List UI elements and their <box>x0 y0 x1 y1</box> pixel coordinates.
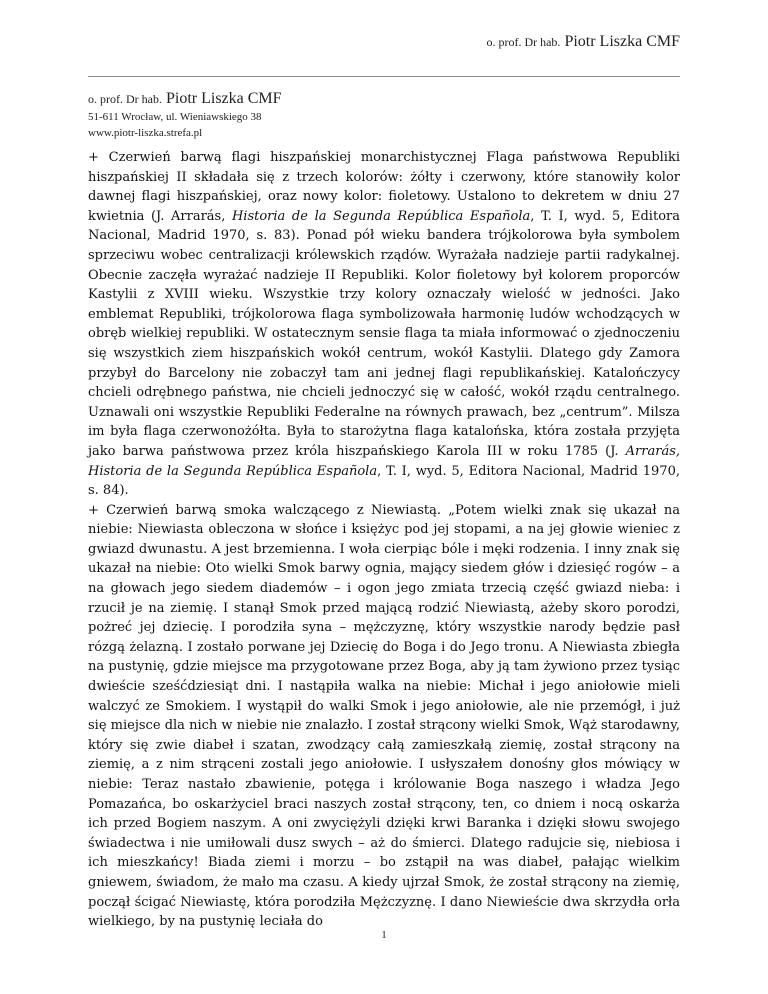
author-address: 51-611 Wrocław, ul. Wieniawskiego 38 <box>88 111 262 123</box>
running-header <box>486 33 680 51</box>
header-divider <box>88 76 680 77</box>
paragraph-text: , T. I, wyd. 5, Editora Nacional, Madrid 1970, s. 84). <box>88 463 680 499</box>
citation-title: Historia de la Segunda República Española <box>231 208 531 224</box>
paragraph-text: + Czerwień barwą flagi hiszpańskiej monarchistycznej Flaga państwowa Republiki hiszpańskiej II składała się z trzech kolorów: żółty i czerwony, które stanowiły kolor dawnej flagi hiszpańskiej, oraz nowy kolor: fioletowy. Ustalono to dekretem w dniu 27 kwietnia (J. Arrarás, <box>88 150 680 224</box>
author-block <box>88 90 282 140</box>
paragraph-flag <box>88 148 680 501</box>
author-title-line <box>88 90 282 108</box>
author-name: Piotr Liszka CMF <box>165 90 282 107</box>
page-number: 1 <box>381 929 387 941</box>
citation-title: Arrarás, Historia de la Segunda República Española <box>88 443 680 479</box>
author-title: o. prof. Dr hab. <box>88 92 162 106</box>
paragraph-dragon: + Czerwień barwą smoka walczącego z Niewiastą. „Potem wielki znak się ukazał na niebie: Niewiasta obleczona w słońce i księżyc pod jej stopami, a na jej głowie wieniec z gwiazd dwunastu. A jest brzemienna. I woła cierpiąc bóle i męki rodzenia. I inny znak się ukazał na niebie: Oto wielki Smok barwy ognia, mający siedem głów i dziesięć rogów – a na głowach jego siedem diademów – i ogon jego zmiata trzecią część gwiazd nieba: i rzucił je na ziemię. I stanął Smok przed mającą rodzić Niewiastą, ażeby skoro porodzi, pożreć jej dziecię. I porodziła syna – mężczyznę, który wszystkie narody będzie pasł rózgą żelazną. I zostało porwane jej Dziecię do Boga i do Jego tronu. A Niewiasta zbiegła na pustynię, gdzie miejsce ma przygotowane przez Boga, aby ją tam żywiono przez tysiąc dwieście sześćdziesiąt dni. I nastąpiła walka na niebie: Michał i jego aniołowie mieli walczyć ze Smokiem. I wystąpił do walki Smok i jego aniołowie, ale nie przemógł, i już się miejsce dla nich w niebie nie znalazło. I został strącony wielki Smok, Wąż starodawny, który się zwie diabeł i szatan, zwodzący całą zamieszkałą ziemię, został strącony na ziemię, a z nim strąceni zostali jego aniołowie. I usłyszałem donośny głos mówiący w niebie: Teraz nastało zbawienie, potęga i królowanie Boga naszego i władza Jego Pomazańca, bo oskarżyciel braci naszych został strącony, ten, co dniem i nocą oskarża ich przed Bogiem naszym. A oni zwyciężyli dzięki krwi Baranka i dzięki słowu swojego świadectwa i nie umiłowali dusz swych – aż do śmierci. Dlatego radujcie się, niebiosa i ich mieszkańcy! Biada ziemi i morzu – bo zstąpił na was diabeł, pałając wielkim gniewem, świadom, że mało ma czasu. A kiedy ujrzał Smok, że został strącony na ziemię, począł ścigać Niewiastę, która porodziła Mężczyznę. I dano Niewieście dwa skrzydła orła wielkiego, by na pustynię leciała do <box>88 502 680 930</box>
document-body <box>88 148 680 932</box>
header-title-name: Piotr Liszka CMF <box>564 33 680 50</box>
author-website: www.piotr-liszka.strefa.pl <box>88 127 203 139</box>
header-title-small: o. prof. Dr hab. <box>486 35 561 49</box>
paragraph-text: , T. I, wyd. 5, Editora Nacional, Madrid 1970, s. 83). Ponad pół wieku bandera trójkolorowa była symbolem sprzeciwu wobec centralizacji królewskich rządów. Wyrażała nadzieje partii radykalnej. Obecnie zaczęła wyrażać nadzieje II Republiki. Kolor fioletowy był kolorem proporców Kastylii z XVIII wieku. Wszystkie trzy kolory oznaczały wielość w jedności. Jako emblemat Republiki, trójkolorowa flaga symbolizowała harmonię ludów wchodzących w obręb wielkiej republiki. W ostatecznym sensie flaga ta miała informować o zjednoczeniu się wszystkich ziem hiszpańskich wokół centrum, wokół Kastylii. Dlatego gdy Zamora przybył do Barcelony nie zobaczył tam ani jednej flagi republikańskiej. Katalończycy chcieli odrębnego państwa, nie chcieli jednoczyć się w całość, wokół rządu centralnego. Uznawali oni wszystkie Republiki Federalne na równych prawach, bez „centrum”. Milsza im była flaga czerwonożółta. Była to starożytna flaga katalońska, która została przyjęta jako barwa państwowa przez króla hiszpańskiego Karola III w roku 1785 (J. <box>88 208 680 459</box>
